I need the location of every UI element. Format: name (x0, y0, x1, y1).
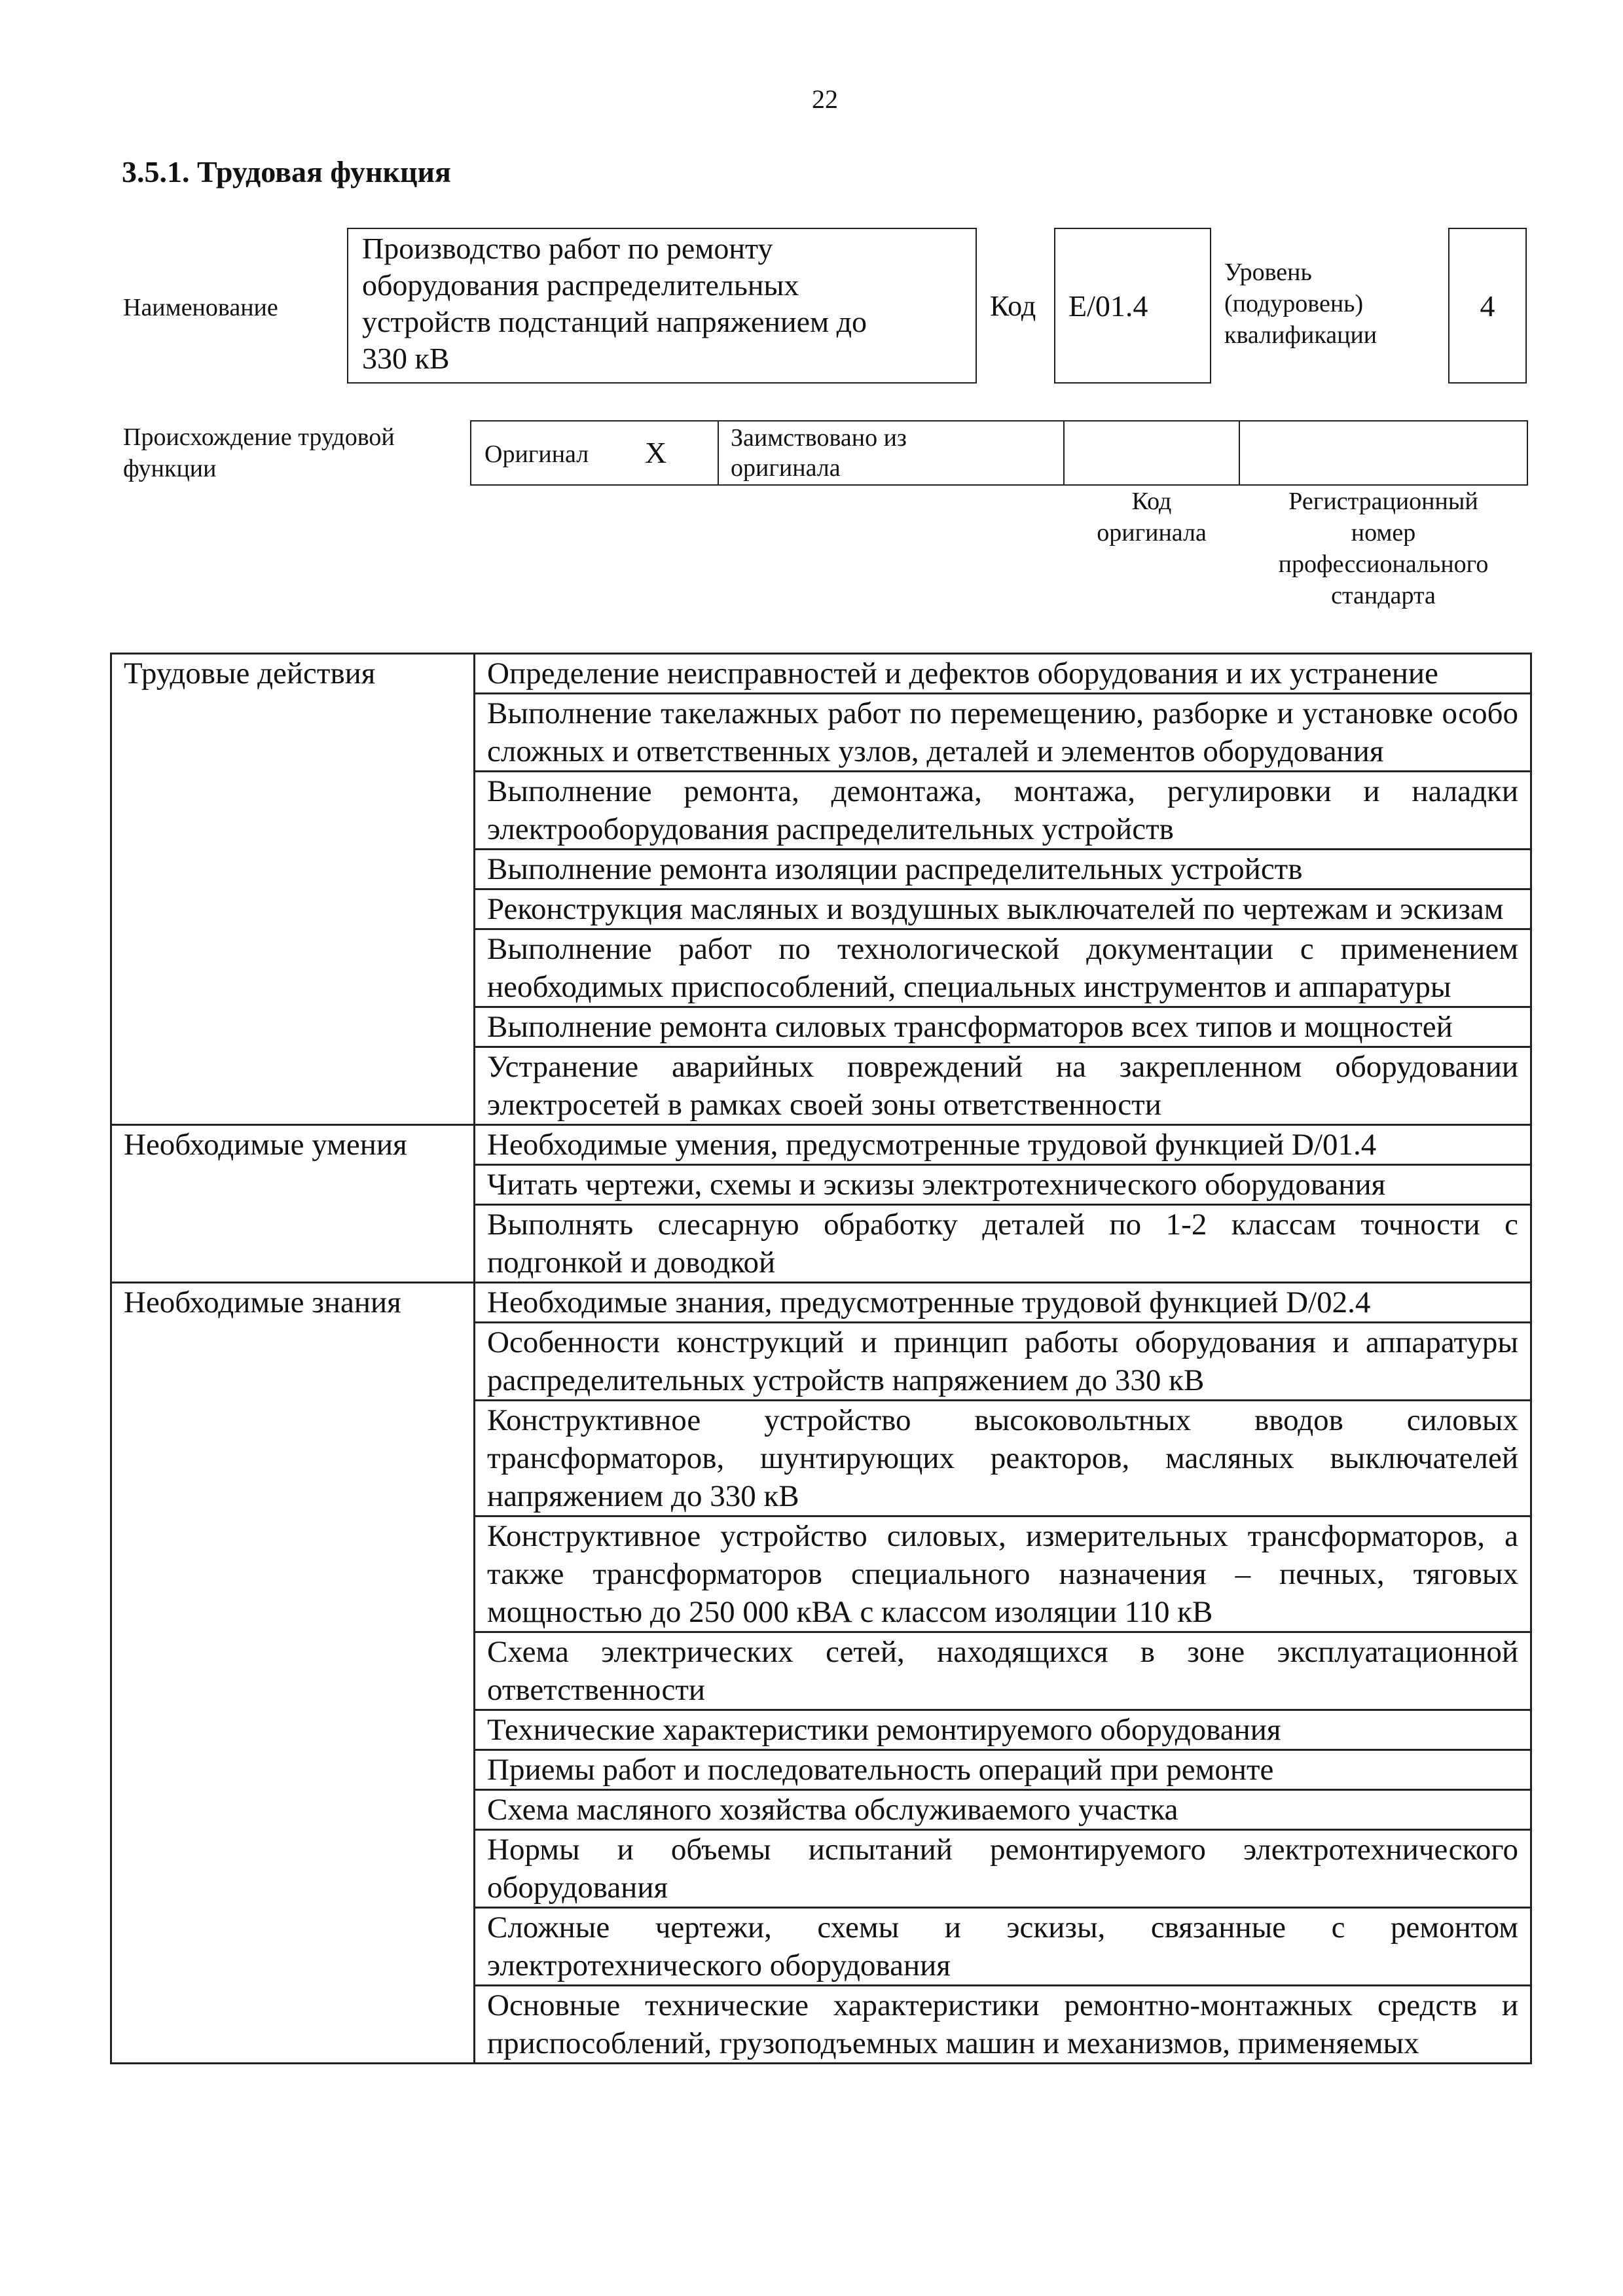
code-original-caption-line: Код (1131, 488, 1172, 515)
table-cell: Необходимые знания, предусмотренные трудовой функцией D/02.4 (475, 1283, 1531, 1323)
original-label: Оригинал (484, 440, 589, 468)
table-cell: Нормы и объемы испытаний ремонтируемого электротехнического оборудования (475, 1830, 1531, 1908)
code-value: E/01.4 (1068, 289, 1148, 323)
category-cell-empty (111, 1165, 475, 1205)
category-cell-empty (111, 1323, 475, 1401)
table-row (111, 1516, 1531, 1632)
name-line: Производство работ по ремонту (362, 232, 773, 265)
origin-label-line: функции (123, 455, 217, 482)
table-row (111, 850, 1531, 889)
table-row (111, 1047, 1531, 1125)
table-row (111, 1165, 1531, 1205)
reg-number-caption-line: номер (1351, 519, 1416, 547)
category-cell-empty (111, 1205, 475, 1283)
table-cell: Приемы работ и последовательность операций при ремонте (475, 1750, 1531, 1790)
code-original-caption-line: оригинала (1097, 519, 1207, 547)
table-row (111, 1790, 1531, 1830)
table-cell: Конструктивное устройство высоковольтных вводов силовых трансформаторов, шунтирующих реакторов, масляных выключателей напряжением до 330 кВ (475, 1401, 1531, 1516)
code-original-caption (1063, 486, 1240, 548)
origin-code-cell (1063, 420, 1240, 486)
table-cell: Выполнение работ по технологической документации с применением необходимых приспособлений, специальных инструментов и аппаратуры (475, 929, 1531, 1007)
table-cell: Выполнять слесарную обработку деталей по 1-2 классам точности с подгонкой и доводкой (475, 1205, 1531, 1283)
table-row (111, 1401, 1531, 1516)
category-cell-empty (111, 850, 475, 889)
category-cell-empty (111, 1986, 475, 2064)
category-cell-empty (111, 1047, 475, 1125)
table-cell: Устранение аварийных повреждений на закрепленном оборудовании электросетей в рамках своей зоны ответственности (475, 1047, 1531, 1125)
table-row (111, 1908, 1531, 1986)
reg-number-caption (1239, 486, 1528, 611)
category-cell: Необходимые умения (111, 1125, 475, 1165)
table-cell: Основные технические характеристики ремонтно-монтажных средств и приспособлений, грузоподъемных машин и механизмов, применяемых (475, 1986, 1531, 2064)
category-cell-empty (111, 694, 475, 772)
level-label-line: квалификации (1224, 321, 1377, 349)
borrowed-label (731, 423, 907, 483)
table-cell: Выполнение ремонта изоляции распределительных устройств (475, 850, 1531, 889)
borrowed-label-line: оригинала (731, 454, 841, 482)
table-cell: Схема электрических сетей, находящихся в зоне эксплуатационной ответственности (475, 1632, 1531, 1710)
level-label-line: Уровень (1224, 259, 1312, 286)
table-cell: Технические характеристики ремонтируемого оборудования (475, 1710, 1531, 1750)
category-cell-empty (111, 889, 475, 929)
table-cell: Сложные чертежи, схемы и эскизы, связанные с ремонтом электротехнического оборудования (475, 1908, 1531, 1986)
borrowed-label-line: Заимствовано из (731, 424, 907, 452)
table-cell: Особенности конструкций и принцип работы оборудования и аппаратуры распределительных устройств напряжением до 330 кВ (475, 1323, 1531, 1401)
name-line: устройств подстанций напряжением до (362, 305, 867, 338)
table-row (111, 1710, 1531, 1750)
original-mark: X (645, 436, 667, 469)
table-row (111, 1986, 1531, 2064)
table-row (111, 889, 1531, 929)
table-row (111, 772, 1531, 850)
table-cell: Схема масляного хозяйства обслуживаемого участка (475, 1790, 1531, 1830)
page-number: 22 (812, 84, 838, 114)
category-cell-empty (111, 1632, 475, 1710)
table-row (111, 1205, 1531, 1283)
name-line: оборудования распределительных (362, 268, 799, 302)
table-cell: Выполнение такелажных работ по перемещению, разборке и установке особо сложных и ответственных узлов, деталей и элементов оборудования (475, 694, 1531, 772)
table-row (111, 1283, 1531, 1323)
level-label-line: (подуровень) (1224, 290, 1364, 317)
table-cell: Выполнение ремонта, демонтажа, монтажа, регулировки и наладки электрооборудования распределительных устройств (475, 772, 1531, 850)
reg-number-caption-line: профессионального (1278, 550, 1489, 578)
category-cell-empty (111, 1830, 475, 1908)
origin-label-line: Происхождение трудовой (123, 423, 395, 451)
table-cell: Определение неисправностей и дефектов оборудования и их устранение (475, 654, 1531, 694)
category-cell-empty (111, 1908, 475, 1986)
table-row (111, 1632, 1531, 1710)
name-line: 330 кВ (362, 342, 450, 375)
table-row (111, 1007, 1531, 1047)
section-title: 3.5.1. Трудовая функция (122, 155, 451, 188)
function-table (110, 653, 1532, 2064)
category-cell-empty (111, 1516, 475, 1632)
category-cell-empty (111, 1750, 475, 1790)
origin-label (123, 422, 395, 484)
table-cell: Необходимые умения, предусмотренные трудовой функцией D/01.4 (475, 1125, 1531, 1165)
reg-number-caption-line: стандарта (1331, 582, 1436, 609)
table-row (111, 654, 1531, 694)
table-cell: Реконструкция масляных и воздушных выключателей по чертежам и эскизам (475, 889, 1531, 929)
table-cell: Читать чертежи, схемы и эскизы электротехнического оборудования (475, 1165, 1531, 1205)
level-label (1224, 257, 1377, 351)
name-label: Наименование (123, 294, 278, 321)
category-cell-empty (111, 1790, 475, 1830)
table-row (111, 1323, 1531, 1401)
category-cell-empty (111, 1007, 475, 1047)
table-row (111, 694, 1531, 772)
table-cell: Выполнение ремонта силовых трансформаторов всех типов и мощностей (475, 1007, 1531, 1047)
reg-number-caption-line: Регистрационный (1288, 488, 1478, 515)
table-row (111, 1750, 1531, 1790)
category-cell-empty (111, 772, 475, 850)
table-row (111, 1125, 1531, 1165)
table-row (111, 929, 1531, 1007)
origin-reg-cell (1239, 420, 1528, 486)
table-row (111, 1830, 1531, 1908)
level-value: 4 (1480, 289, 1495, 323)
table-cell: Конструктивное устройство силовых, измерительных трансформаторов, а также трансформаторов специального назначения – печных, тяговых мощностью до 250 000 кВА с классом изоляции 110 кВ (475, 1516, 1531, 1632)
category-cell: Необходимые знания (111, 1283, 475, 1323)
code-label: Код (990, 290, 1036, 322)
category-cell-empty (111, 1710, 475, 1750)
category-cell-empty (111, 929, 475, 1007)
category-cell-empty (111, 1401, 475, 1516)
category-cell: Трудовые действия (111, 654, 475, 694)
name-value (362, 230, 971, 377)
